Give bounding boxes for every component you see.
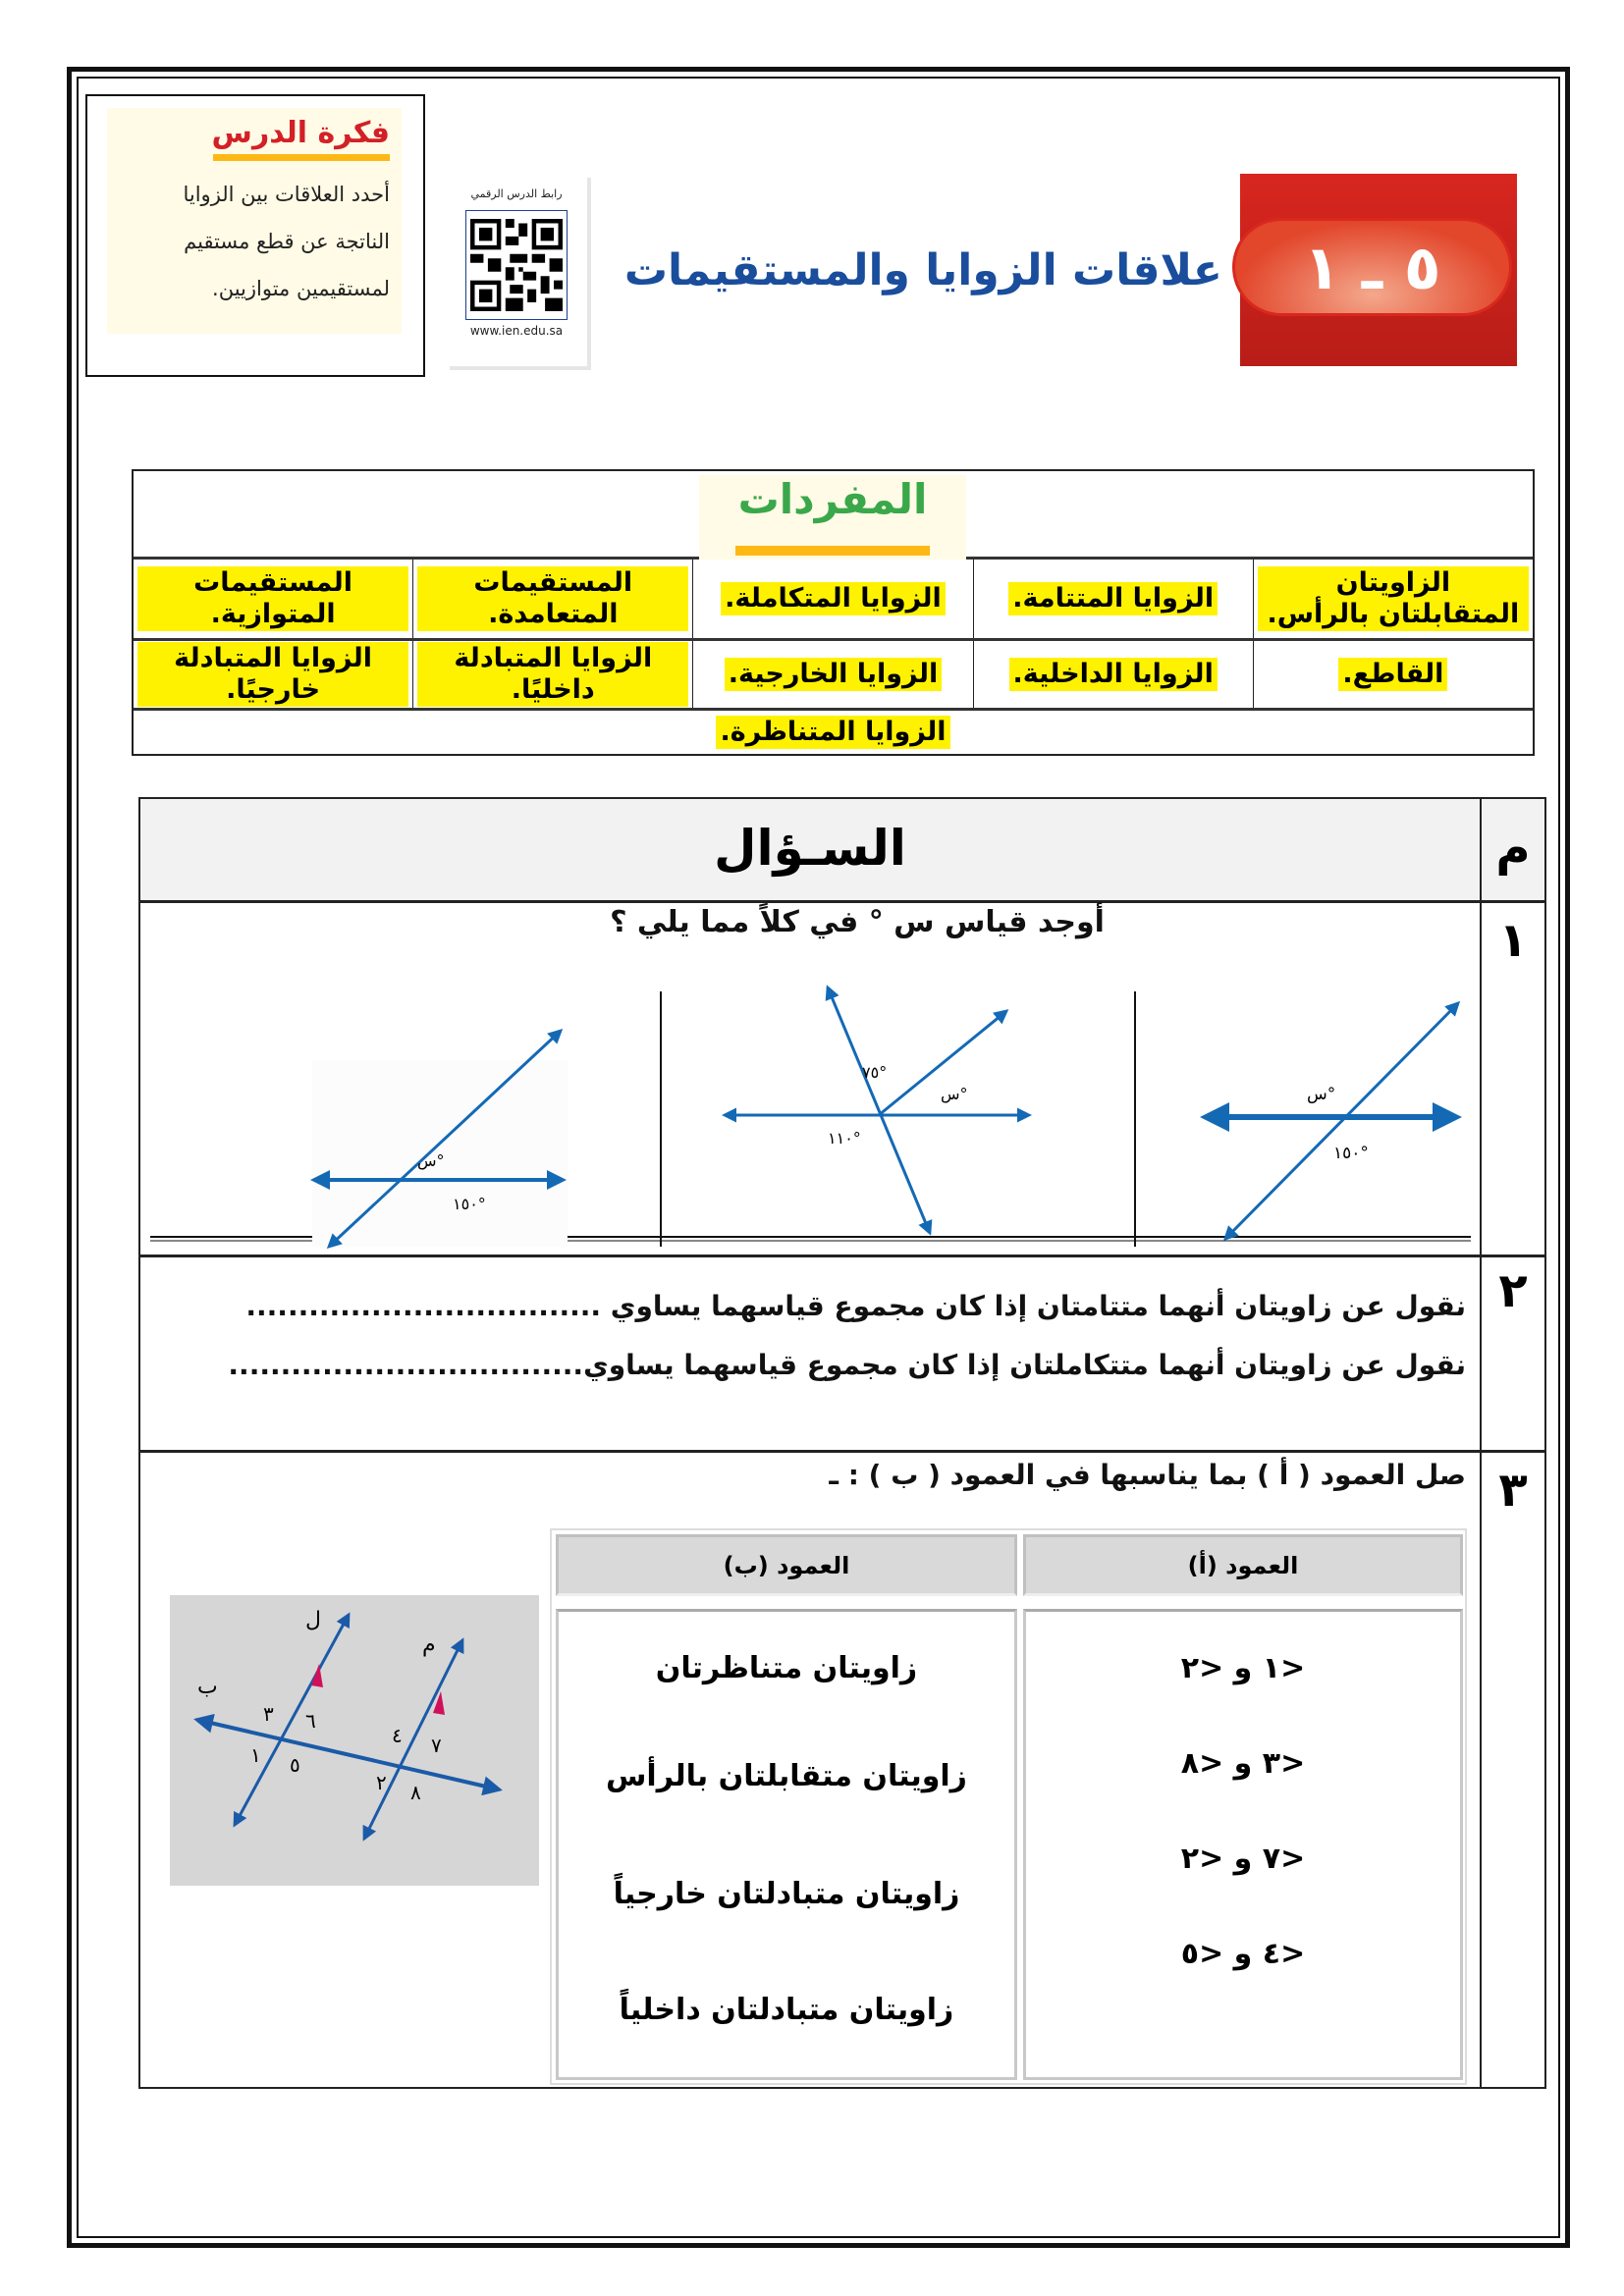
fig2-angle-b: ١١٠° <box>828 1129 861 1148</box>
angle-2-label: ٢ <box>376 1771 387 1794</box>
qr-label: رابط الدرس الرقمي <box>470 187 563 200</box>
question-number: ١ <box>1480 903 1544 1255</box>
lesson-idea-line: لمستقيمين متوازيين. <box>212 277 390 300</box>
angle-7-label: ٧ <box>431 1734 442 1757</box>
divider <box>213 154 390 161</box>
vocab-term: الزوايا الداخلية. <box>1009 658 1218 691</box>
figure-2 <box>725 988 1029 1233</box>
vocab-term: الزوايا المتبادلة خارجيًا. <box>137 642 408 707</box>
line-m-label: م <box>422 1632 436 1657</box>
line-b-label: ب <box>197 1675 218 1699</box>
q1-figures <box>140 942 1482 1256</box>
column-b-item[interactable]: زاويتان متبادلتان خارجياً <box>613 1877 960 1911</box>
vocab-term: الزوايا المتناظرة. <box>716 716 949 749</box>
column-b-item[interactable]: زاويتان متبادلتان داخلياً <box>619 1993 954 2027</box>
qr-code-icon[interactable] <box>465 210 568 320</box>
qr-card[interactable] <box>446 174 587 366</box>
vocab-term: الزوايا المتتامة. <box>1008 582 1218 615</box>
vocab-term: المستقيمات المتعامدة. <box>417 566 688 631</box>
angle-8-label: ٨ <box>410 1781 421 1804</box>
lesson-idea-line: أحدد العلاقات بين الزوايا <box>183 183 390 206</box>
figure-3 <box>1206 1003 1458 1239</box>
vocabulary-table <box>132 469 1535 756</box>
question-number: ٢ <box>1480 1257 1544 1450</box>
column-b-header: العمود (ب) <box>556 1534 1017 1596</box>
angle-3-label: ٣ <box>263 1702 274 1726</box>
lesson-number-badge <box>1240 174 1517 366</box>
question-line: نقول عن زاويتان أنهما متتكاملتان إذا كان مجموع قياسهما يساوي.................................. <box>228 1349 1466 1381</box>
parallel-lines-diagram <box>170 1595 539 1886</box>
question-line: نقول عن زاويتان أنهما متتامتان إذا كان مجموع قياسهما يساوي .................................. <box>245 1290 1466 1322</box>
question-2 <box>140 1255 1544 1450</box>
question-number: ٣ <box>1480 1453 1544 2089</box>
fig3-x-label: س° <box>1307 1085 1336 1104</box>
matching-table <box>550 1528 1467 2085</box>
vocabulary-title <box>699 475 966 560</box>
vocab-term: المستقيمات المتوازية. <box>137 566 408 631</box>
lesson-number: ٥ ـ ١ <box>1232 218 1512 316</box>
divider <box>735 546 930 556</box>
column-a-item[interactable]: <٤ و <٥ <box>1180 1937 1306 1971</box>
vocabulary-title-text: المفردات <box>737 475 928 523</box>
lesson-idea-box <box>85 94 425 377</box>
column-a-item[interactable]: <٧ و <٢ <box>1180 1842 1306 1876</box>
figure-1 <box>312 1031 568 1247</box>
angle-6-label: ٦ <box>305 1709 316 1733</box>
vocab-term: الزاويتان المتقابلتان بالرأس. <box>1258 566 1529 631</box>
angle-4-label: ٤ <box>392 1724 403 1747</box>
vocab-term: الزوايا المتبادلة داخليًا. <box>417 642 688 707</box>
qr-url-link[interactable]: www.ien.edu.sa <box>469 324 564 338</box>
number-header: م <box>1480 799 1544 900</box>
question-prompt: صل العمود ( أ ) بما يناسبها في العمود ( ب ) : ـ <box>829 1459 1466 1491</box>
vocab-term: الزوايا الخارجية. <box>725 658 943 691</box>
fig2-x-label: س° <box>941 1085 968 1103</box>
column-a-item[interactable]: <٣ و <٨ <box>1180 1746 1306 1781</box>
column-a-item[interactable]: <١ و <٢ <box>1180 1651 1306 1685</box>
vocab-term: الزوايا المتكاملة. <box>721 582 946 615</box>
line-l-label: ل <box>305 1608 321 1632</box>
vocab-term: القاطع. <box>1338 658 1447 691</box>
question-1 <box>140 900 1544 1255</box>
fig2-angle-a: ٧٥° <box>862 1063 888 1082</box>
column-a-header: العمود (أ) <box>1023 1534 1463 1596</box>
fig3-angle-label: ١٥٠° <box>1333 1144 1369 1163</box>
column-b-item[interactable]: زاويتان متناظرتان <box>655 1651 918 1685</box>
lesson-idea-title: فكرة الدرس <box>211 116 390 150</box>
lesson-title: علاقات الزوايا والمستقيمات <box>623 245 1222 295</box>
fig1-x-label: س° <box>417 1151 445 1170</box>
lesson-idea-line: الناتجة عن قطع مستقيم <box>184 230 390 253</box>
angle-1-label: ١ <box>250 1743 261 1767</box>
column-b-item[interactable]: زاويتان متقابلتان بالرأس <box>606 1759 967 1793</box>
questions-header: السـؤال <box>140 799 1480 900</box>
column-a <box>1023 1609 1463 2080</box>
question-prompt: أوجد قياس س ° في كلاً مما يلي ؟ <box>610 905 1105 939</box>
fig1-angle-label: ١٥٠° <box>453 1195 486 1213</box>
angle-5-label: ٥ <box>290 1753 300 1777</box>
column-b <box>556 1609 1017 2080</box>
